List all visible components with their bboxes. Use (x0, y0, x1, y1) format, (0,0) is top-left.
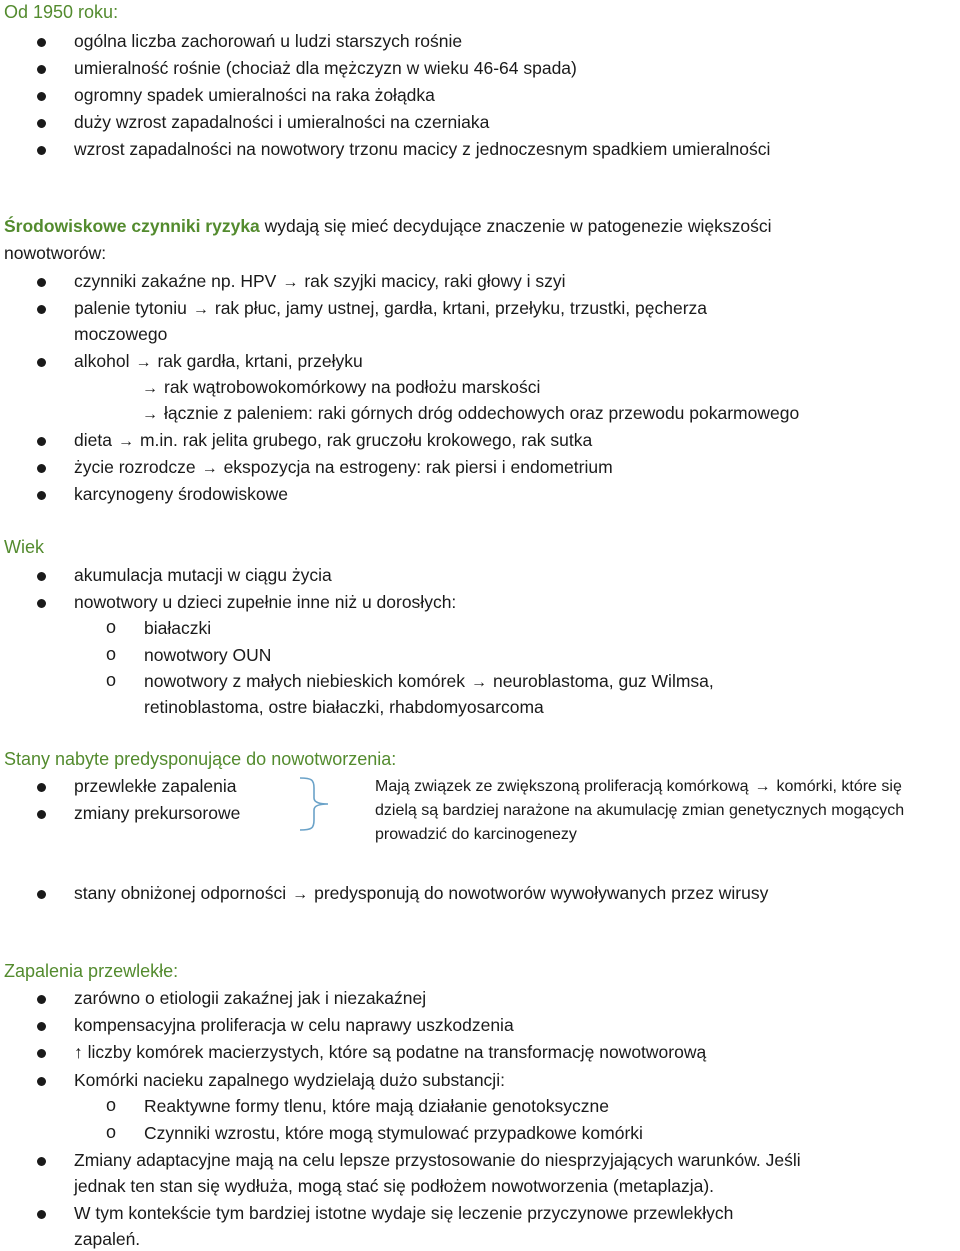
list-item (74, 883, 768, 904)
env-factors-text: wydają się mieć decydujące znaczenie w patogenezie większości (264, 216, 772, 236)
list-item-cont (136, 377, 540, 398)
bullet-icon (37, 464, 46, 473)
list-item-cont: jednak ten stan się wydłuża, mogą stać się podłożem nowotworzenia (metaplazja). (74, 1176, 715, 1196)
list-item (74, 457, 613, 478)
list-item: Zmiany adaptacyjne mają na celu lepsze przystosowanie do niesprzyjających warunków. Jeśli (74, 1150, 801, 1170)
bullet-icon (37, 38, 46, 47)
list-item: wzrost zapadalności na nowotwory trzonu macicy z jednoczesnym spadkiem umieralności (74, 139, 771, 159)
item-text: m.in. rak jelita grubego, rak gruczołu krokowego, rak sutka (139, 430, 593, 450)
arrow-right-icon: → (754, 778, 771, 795)
list-item: kompensacyjna proliferacja w celu naprawy uszkodzenia (74, 1015, 514, 1035)
heading-acquired-states: Stany nabyte predysponujące do nowotworzenia: (4, 749, 397, 769)
item-text: palenie tytoniu (74, 298, 187, 318)
list-item-cont: zapaleń. (74, 1229, 141, 1249)
sub-list-item: białaczki (144, 618, 212, 638)
list-item (74, 430, 592, 451)
arrow-right-icon: → (470, 674, 487, 691)
arrow-right-icon: → (142, 380, 158, 397)
list-item-cont: moczowego (74, 324, 168, 344)
note-line: dzielą są bardziej narażone na akumulację zmian genetycznych mogących (375, 802, 905, 819)
arrow-right-icon: → (117, 433, 134, 450)
list-item-cont (136, 403, 799, 424)
bullet-icon (37, 305, 46, 314)
bullet-icon (37, 995, 46, 1004)
bullet-icon (37, 890, 46, 899)
item-text: ekspozycja na estrogeny: rak piersi i endometrium (223, 457, 613, 477)
arrow-right-icon: → (142, 406, 158, 423)
bullet-icon (37, 146, 46, 155)
list-item: zarówno o etiologii zakaźnej jak i niezakaźnej (74, 988, 427, 1008)
bullet-icon (37, 1022, 46, 1031)
heading-chronic-inflammation: Zapalenia przewlekłe: (4, 961, 179, 981)
list-item: ogólna liczba zachorowań u ludzi starszych rośnie (74, 31, 463, 51)
bullet-icon (37, 92, 46, 101)
list-item: przewlekłe zapalenia (74, 776, 237, 796)
env-factors-heading: Środowiskowe czynniki ryzyka (4, 216, 260, 236)
sub-list-item-cont: retinoblastoma, ostre białaczki, rhabdomyosarcoma (144, 697, 544, 717)
item-text: dieta (74, 430, 112, 450)
arrow-up-icon: ↑ (74, 1042, 83, 1062)
sub-bullet-icon: o (106, 617, 117, 637)
item-text: rak wątrobowokomórkowy na podłożu marskości (164, 377, 541, 397)
list-item (74, 271, 566, 292)
item-text: neuroblastoma, guz Wilmsa, (492, 671, 714, 691)
item-text: czynniki zakaźne np. HPV (74, 271, 277, 291)
list-item: umieralność rośnie (chociaż dla mężczyzn w wieku 46-64 spada) (74, 58, 577, 78)
bullet-icon (37, 572, 46, 581)
item-text: nowotwory z małych niebieskich komórek (144, 671, 465, 691)
bullet-icon (37, 65, 46, 74)
item-text: predysponują do nowotworów wywoływanych przez wirusy (314, 883, 769, 903)
sub-list-item: Czynniki wzrostu, które mogą stymulować przypadkowe komórki (144, 1123, 643, 1143)
item-text: alkohol (74, 351, 130, 371)
bullet-icon (37, 1210, 46, 1219)
item-text: komórki, które się (776, 778, 902, 795)
sub-bullet-icon: o (106, 1122, 117, 1142)
arrow-right-icon: → (292, 886, 309, 903)
note-line: prowadzić do karcinogenezy (375, 826, 577, 843)
sub-bullet-icon: o (106, 1095, 117, 1115)
list-item: W tym kontekście tym bardziej istotne wydaje się leczenie przyczynowe przewlekłych (74, 1203, 734, 1223)
item-text: rak gardła, krtani, przełyku (157, 351, 363, 371)
bullet-icon (37, 810, 46, 819)
item-text: życie rozrodcze (74, 457, 196, 477)
right-brace-icon (298, 776, 332, 832)
arrow-right-icon: → (282, 274, 299, 291)
arrow-right-icon: → (201, 460, 218, 477)
sub-list-item: nowotwory OUN (144, 645, 272, 665)
list-item: Komórki nacieku zapalnego wydzielają dużo substancji: (74, 1070, 505, 1090)
bullet-icon (37, 1049, 46, 1058)
heading-since-1950: Od 1950 roku: (4, 2, 119, 22)
item-text: rak płuc, jamy ustnej, gardła, krtani, przełyku, trzustki, pęcherza (214, 298, 708, 318)
list-item: ogromny spadek umieralności na raka żołądka (74, 85, 435, 105)
bullet-icon (37, 599, 46, 608)
sub-list-item (144, 671, 714, 692)
list-item: karcynogeny środowiskowe (74, 484, 288, 504)
bullet-icon (37, 491, 46, 500)
bullet-icon (37, 1077, 46, 1086)
heading-age: Wiek (4, 537, 44, 557)
item-text: liczby komórek macierzystych, które są podatne na transformację nowotworową (87, 1042, 707, 1062)
arrow-right-icon: → (135, 354, 152, 371)
bullet-icon (37, 119, 46, 128)
list-item (74, 298, 707, 319)
list-item: duży wzrost zapadalności i umieralności na czerniaka (74, 112, 490, 132)
sub-list-item: Reaktywne formy tlenu, które mają działanie genotoksyczne (144, 1096, 609, 1116)
arrow-right-icon: → (192, 301, 209, 318)
env-factors-lead (4, 216, 771, 237)
bullet-icon (37, 358, 46, 367)
bullet-icon (37, 437, 46, 446)
item-text: rak szyjki macicy, raki głowy i szyi (304, 271, 566, 291)
sub-bullet-icon: o (106, 670, 117, 690)
bullet-icon (37, 1157, 46, 1166)
list-item: nowotwory u dzieci zupełnie inne niż u dorosłych: (74, 592, 457, 612)
item-text: stany obniżonej odporności (74, 883, 287, 903)
list-item (74, 351, 363, 372)
bullet-icon (37, 278, 46, 287)
bullet-icon (37, 783, 46, 792)
item-text: Mają związek ze zwiększoną proliferacją komórkową (375, 778, 749, 795)
note-line (375, 778, 902, 796)
sub-bullet-icon: o (106, 644, 117, 664)
list-item: zmiany prekursorowe (74, 803, 241, 823)
list-item: akumulacja mutacji w ciągu życia (74, 565, 332, 585)
list-item (74, 1042, 706, 1063)
env-factors-text-cont: nowotworów: (4, 243, 107, 263)
item-text: łącznie z paleniem: raki górnych dróg oddechowych oraz przewodu pokarmowego (164, 403, 800, 423)
